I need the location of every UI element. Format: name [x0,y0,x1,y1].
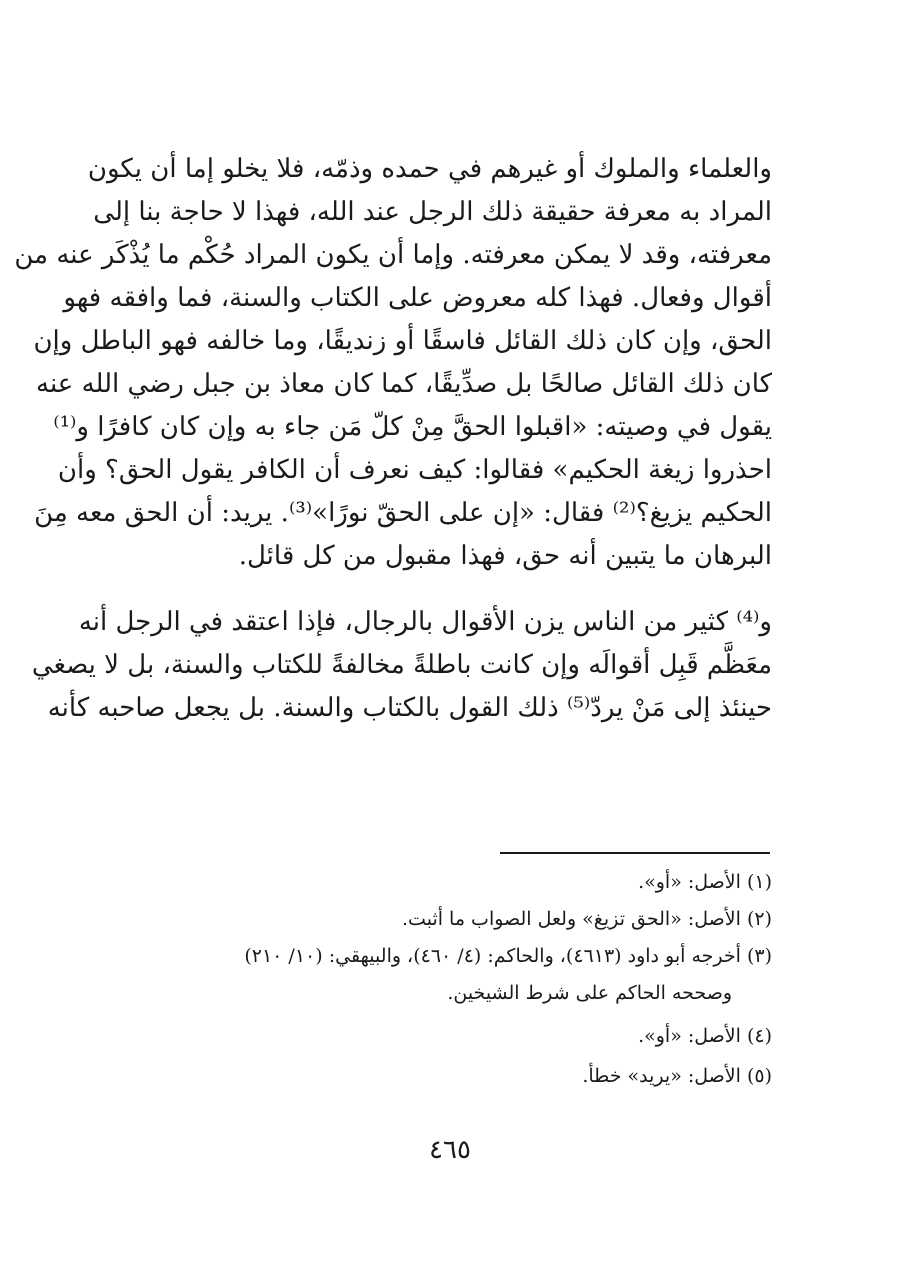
footnote: (٥) الأصل: «يريد» خطأ. [582,1065,772,1087]
body-line: أقوال وفعال. فهذا كله معروض على الكتاب والسنة، فما وافقه فهو [63,283,772,313]
body-line: و⁽⁴⁾ كثير من الناس يزن الأقوال بالرجال، فإذا اعتقد في الرجل أنه [78,607,772,637]
footnote: (٢) الأصل: «الحق تزيغ» ولعل الصواب ما أثبت. [402,908,772,930]
body-line: معرفته، وقد لا يمكن معرفته. وإما أن يكون المراد حُكْم ما يُذْكَر عنه من [14,240,772,270]
footnote: (١) الأصل: «أو». [638,871,772,893]
footnote: (٣) أخرجه أبو داود (٤٦١٣)، والحاكم: (٤/ ٤٦٠)، والبيهقي: (١٠/ ٢١٠) [244,945,772,967]
body-line: الحق، وإن كان ذلك القائل فاسقًا أو زنديقًا، وما خالفه فهو الباطل وإن [33,326,772,356]
body-line: البرهان ما يتبين أنه حق، فهذا مقبول من كل قائل. [238,541,772,571]
page-number: ٤٦٥ [429,1135,471,1165]
body-line: حينئذ إلى مَنْ يردّ⁽⁵⁾ ذلك القول بالكتاب والسنة. بل يجعل صاحبه كأنه [47,693,772,723]
footnote-divider [500,852,770,854]
body-line: والعلماء والملوك أو غيرهم في حمده وذمّه، فلا يخلو إما أن يكون [87,154,772,184]
footnote: (٤) الأصل: «أو». [638,1025,772,1047]
body-line: الحكيم يزيغ؟⁽²⁾ فقال: «إن على الحقّ نورًا»⁽³⁾. يريد: أن الحق معه مِنَ [34,498,772,528]
body-line: كان ذلك القائل صالحًا بل صدِّيقًا، كما كان معاذ بن جبل رضي الله عنه [36,369,772,399]
body-line: معَظَّم قَبِل أقوالَه وإن كانت باطلةً مخالفةً للكتاب والسنة، بل لا يصغي [31,650,772,680]
footnote-continuation: وصححه الحاكم على شرط الشيخين. [447,982,732,1004]
body-line: المراد به معرفة حقيقة ذلك الرجل عند الله، فهذا لا حاجة بنا إلى [93,197,772,227]
body-line: احذروا زيغة الحكيم» فقالوا: كيف نعرف أن الكافر يقول الحق؟ وأن [57,455,772,485]
body-line: يقول في وصيته: «اقبلوا الحقَّ مِنْ كلّ مَن جاء به وإن كان كافرًا و⁽¹⁾ [53,412,772,442]
